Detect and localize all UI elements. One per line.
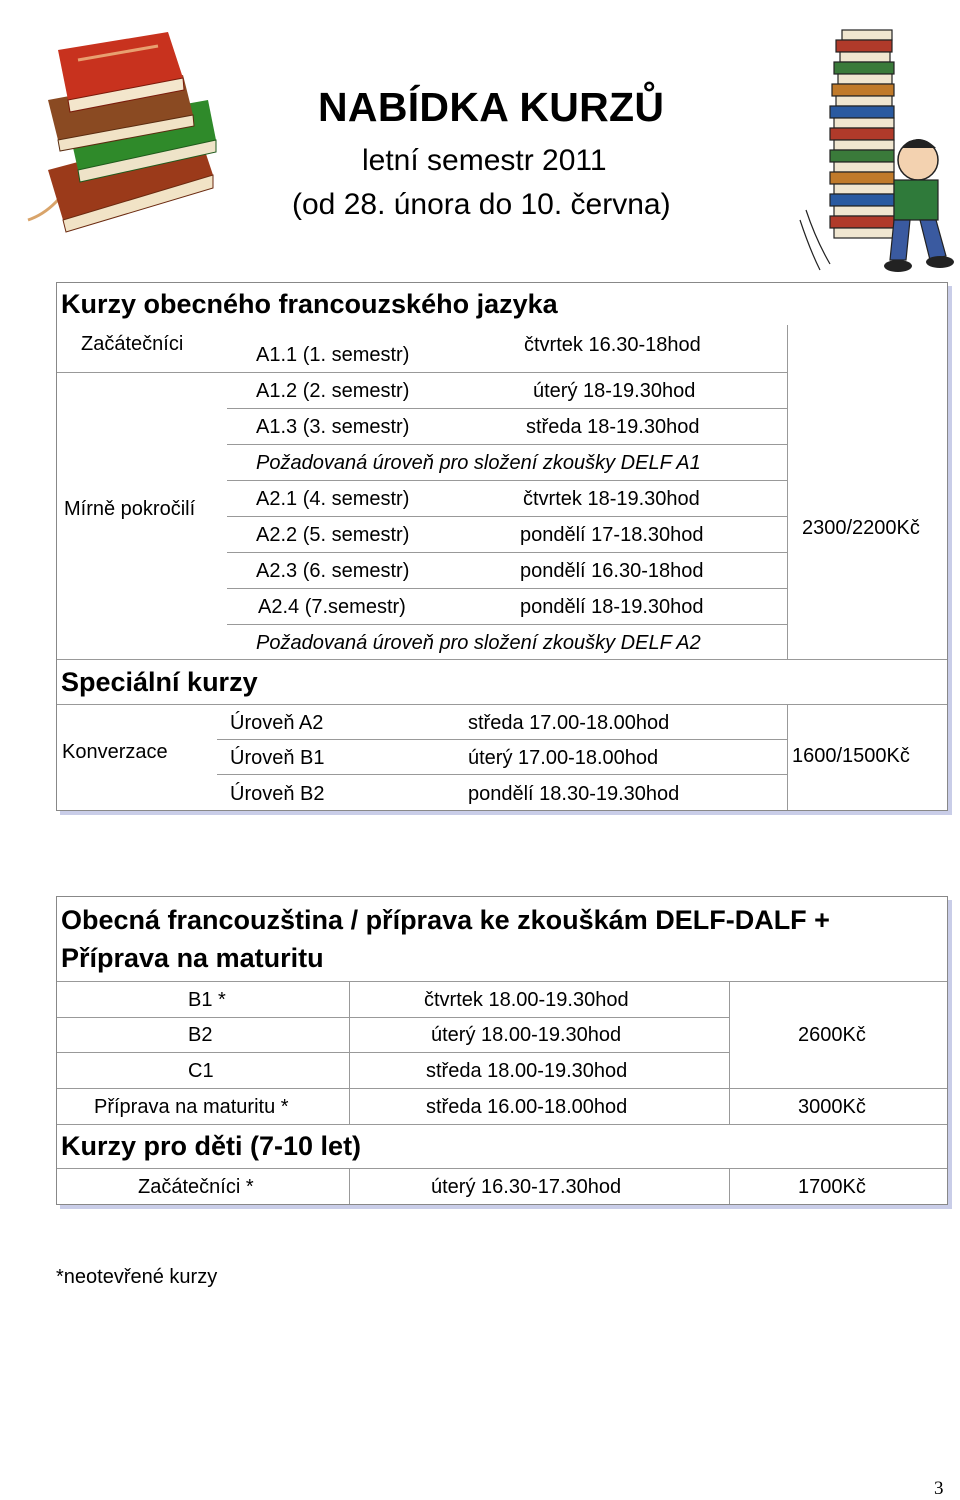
special-price: 1600/1500Kč <box>792 745 910 767</box>
course-time: středa 18-19.30hod <box>526 416 700 438</box>
man-carrying-books-icon <box>790 20 955 282</box>
course-level: Příprava na maturitu * <box>94 1096 289 1118</box>
exam-group-price: 2600Kč <box>798 1024 866 1046</box>
course-time: pondělí 16.30-18hod <box>520 560 704 582</box>
course-time: středa 18.00-19.30hod <box>426 1060 628 1082</box>
semester-dates: (od 28. února do 10. června) <box>292 188 671 221</box>
general-courses-heading: Kurzy obecného francouzského jazyka <box>61 289 558 319</box>
exam-heading-line2: Příprava na maturitu <box>61 943 324 973</box>
general-price: 2300/2200Kč <box>802 517 920 539</box>
course-time: čtvrtek 16.30-18hod <box>524 334 701 356</box>
exam-heading-line1: Obecná francouzština / příprava ke zkouškám DELF-DALF + <box>61 905 830 935</box>
conversation-label: Konverzace <box>62 741 168 763</box>
course-level: Úroveň B2 <box>230 783 325 805</box>
course-level: B2 <box>188 1024 213 1046</box>
course-time: úterý 18-19.30hod <box>533 380 696 402</box>
maturita-price: 3000Kč <box>798 1096 866 1118</box>
kids-price: 1700Kč <box>798 1176 866 1198</box>
course-time: úterý 18.00-19.30hod <box>431 1024 622 1046</box>
course-level: A2.1 (4. semestr) <box>256 488 410 510</box>
course-time: pondělí 17-18.30hod <box>520 524 704 546</box>
course-level: A2.2 (5. semestr) <box>256 524 410 546</box>
exam-courses-table <box>56 896 948 1205</box>
special-courses-heading: Speciální kurzy <box>61 667 258 697</box>
course-time: středa 16.00-18.00hod <box>426 1096 628 1118</box>
general-courses-table <box>56 282 948 811</box>
intermediate-label: Mírně pokročilí <box>64 498 196 520</box>
course-time: úterý 16.30-17.30hod <box>431 1176 622 1198</box>
course-time: čtvrtek 18-19.30hod <box>523 488 700 510</box>
course-level: A1.3 (3. semestr) <box>256 416 410 438</box>
course-level: Úroveň A2 <box>230 712 324 734</box>
course-time: středa 17.00-18.00hod <box>468 712 670 734</box>
footnote: *neotevřené kurzy <box>56 1266 218 1288</box>
kids-courses-heading: Kurzy pro děti (7-10 let) <box>61 1131 362 1161</box>
page-title: NABÍDKA KURZŮ <box>318 84 665 130</box>
stack-of-books-icon <box>8 20 228 250</box>
course-level: A2.3 (6. semestr) <box>256 560 410 582</box>
delf-a2-note: Požadovaná úroveň pro složení zkoušky DELF A2 <box>256 632 701 654</box>
course-level: Začátečníci * <box>138 1176 254 1198</box>
course-level: A2.4 (7.semestr) <box>258 596 406 618</box>
course-level: A1.2 (2. semestr) <box>256 380 410 402</box>
course-time: pondělí 18.30-19.30hod <box>468 783 680 805</box>
course-level: C1 <box>188 1060 214 1082</box>
course-time: čtvrtek 18.00-19.30hod <box>424 989 629 1011</box>
course-time: úterý 17.00-18.00hod <box>468 747 659 769</box>
course-time: pondělí 18-19.30hod <box>520 596 704 618</box>
beginners-label: Začátečníci <box>81 333 184 355</box>
page-number: 3 <box>934 1478 944 1499</box>
delf-a1-note: Požadovaná úroveň pro složení zkoušky DELF A1 <box>256 452 701 474</box>
course-level: Úroveň B1 <box>230 747 325 769</box>
course-level: A1.1 (1. semestr) <box>256 344 410 366</box>
semester-subtitle: letní semestr 2011 <box>362 144 607 177</box>
course-level: B1 * <box>188 989 226 1011</box>
